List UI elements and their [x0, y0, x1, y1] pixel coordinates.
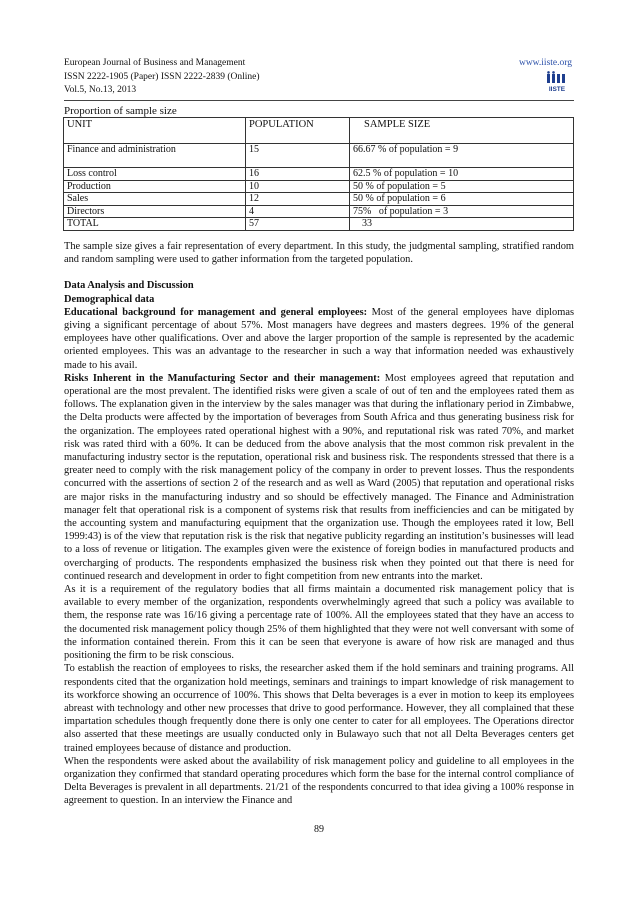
- cell-sample-size: 33: [350, 218, 574, 231]
- risks-label: Risks Inherent in the Manufacturing Sector and their management:: [64, 372, 381, 384]
- cell-population: 10: [246, 180, 350, 193]
- cell-unit: TOTAL: [64, 218, 246, 231]
- cell-population: 15: [246, 144, 350, 168]
- cell-sample-size: 50 % of population = 6: [350, 193, 574, 206]
- article-body: [64, 240, 574, 808]
- iiste-logo-icon: [544, 71, 570, 93]
- risks-paragraph: Risks Inherent in the Manufacturing Sector and their management: Most employees agreed that reputation and operational are the most prevalent. The identified risks were given a scale of out of ten and the employees rated them as follows. The explanation given in the interview by the sales manager was that during the inflationary period in Zimbabwe, the Delta products were affected by the importation of beverages from South Africa and thus generating business risk for the organization. The employees rated operational highest with a 90%, and reputational risk was rated 70%, and market risk was rated third with a 60%. It can be deduced from the above analysis that the most common risk prevalent in the manufacturing industry sector is the reputation, operational risk and business risk. The respondents stressed that there is a greater need to comply with the risk management policy of the company in order to prevent losses. Thus the respondents concurred with the assertions of section 2 of the research and as well as Ward (2005) that reputation and operational risks are major risks in the manufacturing industry and so should be effectively managed. The Finance and Administration manager felt that operational risk is a component of systems risk that results from inefficiencies and can be mitigated by the accounting system and manufacturing equipment that the organization use. Though the employees rated it low, Bell 1999:43) is of the view that reputation risk is the risk that negative publicity regarding an institution’s businesses will lead to a loss of revenue or litigation. The examples given were the existence of foreign bodies in manufactured products and overcharging of products. The respondents emphasized the business risk when they pointed out that there is need for continued research and development in order to fight competition from new entrants into the market.: [64, 372, 574, 582]
- education-label: Educational background for management and general employees:: [64, 306, 368, 318]
- cell-sample-size: 50 % of population = 5: [350, 180, 574, 193]
- table-row: [64, 144, 574, 168]
- cell-unit: Loss control: [64, 168, 246, 181]
- column-header-unit: UNIT: [64, 118, 246, 144]
- cell-sample-size: 62.5 % of population = 10: [350, 168, 574, 181]
- table-row: [64, 193, 574, 206]
- cell-population: 4: [246, 205, 350, 218]
- table-row-total: [64, 218, 574, 231]
- cell-sample-size: 75% of population = 3: [350, 205, 574, 218]
- journal-title: European Journal of Business and Management: [64, 58, 246, 68]
- cell-population: 57: [246, 218, 350, 231]
- table-row: [64, 168, 574, 181]
- cell-unit: Directors: [64, 205, 246, 218]
- cell-population: 16: [246, 168, 350, 181]
- table-row: [64, 180, 574, 193]
- journal-header: [64, 57, 572, 101]
- table-caption: Proportion of sample size: [64, 105, 177, 117]
- column-header-population: POPULATION: [246, 118, 350, 144]
- cell-unit: Finance and administration: [64, 144, 246, 168]
- cell-unit: Production: [64, 180, 246, 193]
- subsection-heading: Demographical data: [64, 293, 155, 305]
- section-heading: Data Analysis and Discussion: [64, 280, 194, 292]
- education-paragraph: Educational background for management and general employees: Most of the general employees have diplomas giving a significant percentage of about 57%. Most managers have degrees and masters degrees. 19% of the general employees have other qualifications. Over and above the larger proportion of the sample is represented by the academic oriented employees. This was an advantage to the researcher in such a way that information needed was exhaustively made to his avail.: [64, 306, 574, 371]
- sample-size-table: [63, 117, 574, 231]
- journal-issn: ISSN 2222-1905 (Paper) ISSN 2222-2839 (Online): [64, 71, 260, 82]
- svg-text:IISTE: IISTE: [548, 86, 566, 93]
- sample-size-paragraph: The sample size gives a fair representation of every department. In this study, the judgmental sampling, stratified random and random sampling were used to gather information from the targeted population.: [64, 241, 574, 266]
- journal-volume: Vol.5, No.13, 2013: [64, 85, 137, 95]
- policy-paragraph: When the respondents were asked about the availability of risk management policy and guideline to all employees in the organization they confirmed that standard operating procedures which form the base for the internal control compliance of Delta Beverages is prevalent in all departments. 21/21 of the respondents concurred to that idea giving a 100% response in agreement to question. In an interview the Finance and: [64, 755, 574, 807]
- regulatory-paragraph: As it is a requirement of the regulatory bodies that all firms maintain a documented risk management policy that is available to every member of the organization, respondents overwhelmingly agreed that such a policy was available to them, the response rate was 16/16 giving a percentage rate of 100%. All the employees stated that they have an access to the documented risk management policy though 25% of them highlighted that they were not well conversant with some of the information contained therein. From this it can be seen that everyone is aware of how risk are managed and thus positioning the firm to be risk conscious.: [64, 584, 574, 662]
- page-number: 89: [314, 824, 324, 835]
- journal-url-link[interactable]: www.iiste.org: [518, 58, 572, 68]
- header-rule: [64, 100, 574, 101]
- column-header-sample-size: SAMPLE SIZE: [350, 118, 574, 144]
- cell-population: 12: [246, 193, 350, 206]
- table-header-row: [64, 118, 574, 144]
- table-row: [64, 205, 574, 218]
- cell-sample-size: 66.67 % of population = 9: [350, 144, 574, 168]
- seminars-paragraph: To establish the reaction of employees to risks, the researcher asked them if the hold seminars and training programs. All respondents cited that the organization hold meetings, seminars and trainings to impart knowledge of risk management to its workforce showing an occurrence of 100%. This shows that Delta beverages is a ever in motion to keep its employees abreast with technology and other new processes that drive to good performance. However, they all complained that these impartation schedules though frequently done there is only one center to cater for all employees. The Operations director also asserted that these meetings are usually conducted only in Bulawayo such that not all Delta Beverages centers get trained employees because of distance and production.: [64, 663, 574, 754]
- cell-unit: Sales: [64, 193, 246, 206]
